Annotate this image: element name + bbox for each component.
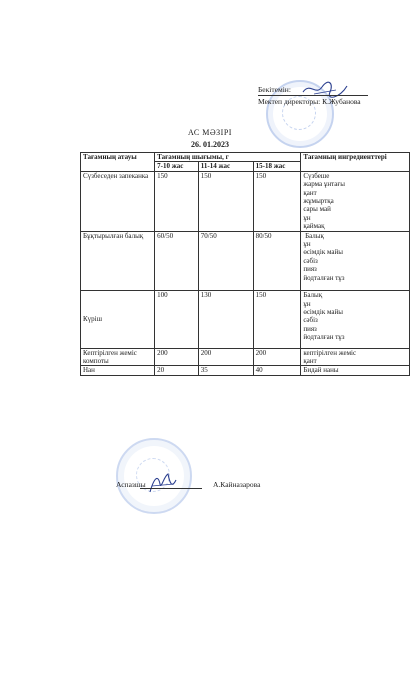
header-ingredients: Тағамның ингредиенттері [301,153,410,172]
portion-11-14: 130 [198,291,253,348]
table-row [81,231,410,290]
ingredient: Бидай наны [303,366,339,375]
header-portion: Тағамның шығымы, г [155,153,301,162]
ingredient: қант [303,188,317,197]
ingredient: сәбіз [303,256,318,265]
ingredient: қаймақ [303,222,325,231]
table-row [81,291,410,348]
table-header-row [81,153,410,162]
dish-name: Сүзбеседен запеканка [81,171,155,231]
ingredient: өсімдік майы [303,248,343,257]
portion-15-18: 200 [253,348,301,366]
ingredient: ұн [303,240,311,249]
dish-name: Бұқтырылған балық [81,231,155,290]
page-title: АС МӘЗІРІ [188,128,232,137]
header-age-7-10: 7-10 жас [155,162,199,171]
chef-label: Аспазшы [116,480,146,489]
dish-name: Нан [81,366,155,375]
menu-date: 26. 01.2023 [191,140,229,149]
portion-11-14: 200 [198,348,253,366]
table-row [81,348,410,366]
ingredient: пияз [303,265,317,274]
ingredient: өсімдік майы [303,307,343,316]
ingredient: ұн [303,213,311,222]
header-dish-name: Тағамның атауы [81,153,155,172]
chef-signature [146,470,180,496]
chef-name: А.Кайназарова [213,480,261,489]
signature-line [140,488,202,489]
ingredients-cell [301,171,410,231]
ingredients-cell [301,348,410,366]
menu-table [80,152,410,376]
ingredient: ұн [303,299,311,308]
director-line: Мектеп директоры: К.Жубанова [258,97,361,106]
header-age-11-14: 11-14 жас [198,162,253,171]
ingredient: Балық [303,231,324,240]
portion-7-10: 150 [155,171,199,231]
portion-7-10: 200 [155,348,199,366]
table-row [81,366,410,375]
portion-7-10: 60/50 [155,231,199,290]
portion-15-18: 150 [253,291,301,348]
approved-label: Бекітемін: [258,84,368,96]
ingredients-cell [301,366,410,375]
ingredient: Балық [303,291,323,300]
table-row [81,171,410,231]
approval-block [258,84,408,107]
portion-11-14: 70/50 [198,231,253,290]
header-age-15-18: 15-18 жас [253,162,301,171]
ingredient: жұмыртқа [303,197,334,206]
ingredient: қант [303,356,317,365]
ingredients-cell [301,231,410,290]
portion-11-14: 35 [198,366,253,375]
ingredient: кептірілген жеміс [303,348,357,357]
ingredients-cell [301,291,410,348]
portion-7-10: 20 [155,366,199,375]
portion-15-18: 80/50 [253,231,301,290]
ingredient: жарма ұнтағы [303,180,345,189]
cell-spacer [303,342,407,348]
portion-11-14: 150 [198,171,253,231]
dish-name: Күріш [81,291,155,348]
portion-15-18: 150 [253,171,301,231]
ingredient: сары май [303,205,331,214]
cell-spacer [303,282,407,290]
ingredient: йодталған тұз [303,273,345,282]
ingredient: йодталған тұз [303,333,345,342]
dish-name: Кептірілген жеміс компоты [81,348,155,366]
portion-7-10: 100 [155,291,199,348]
ingredient: сәбіз [303,316,318,325]
portion-15-18: 40 [253,366,301,375]
ingredient: Сүзбеше [303,171,330,180]
ingredient: пияз [303,324,317,333]
